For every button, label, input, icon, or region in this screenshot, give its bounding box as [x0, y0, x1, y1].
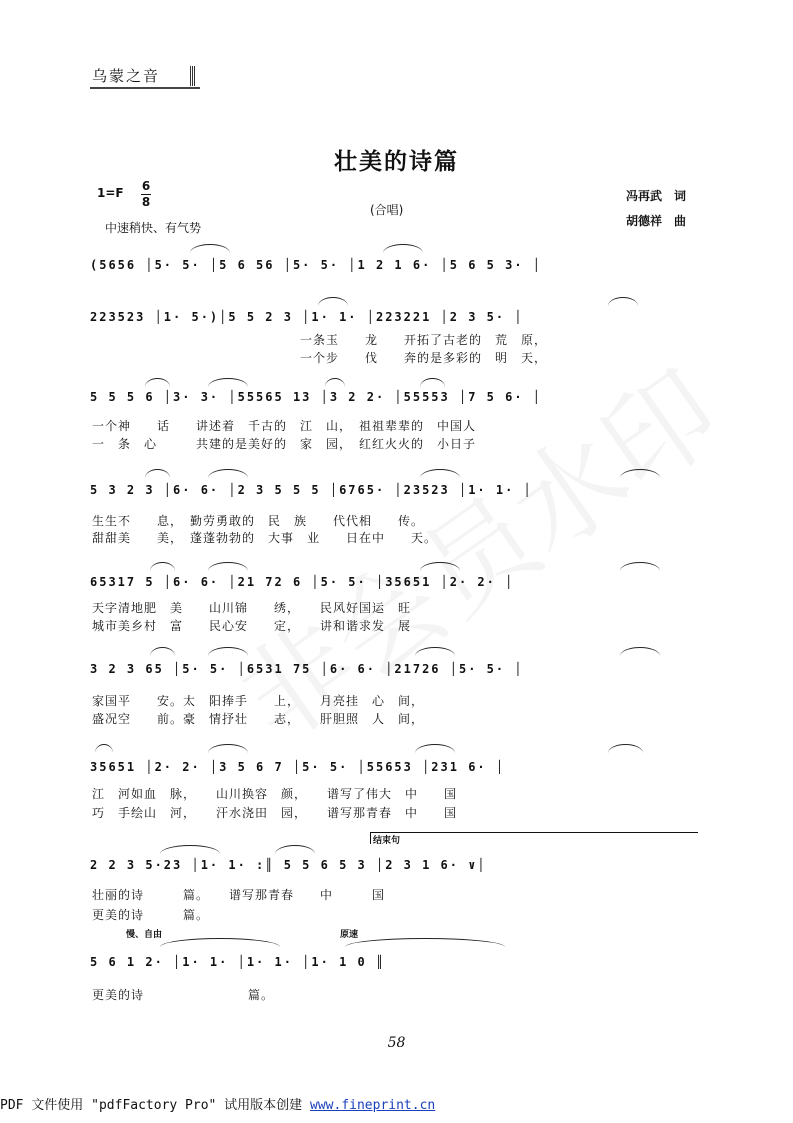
lyric-8b: 更美的诗 篇。 [92, 908, 210, 922]
page-number: 58 [387, 1035, 406, 1051]
performance-type: (合唱) [370, 203, 404, 217]
music-line-6: 3 2 3 65 │5· 5· │6531 75 │6· 6· │21726 │5· 5· │ [90, 662, 524, 676]
music-line-2: 223523 │1· 5·)│5 5 2 3 │1· 1· │223221 │2 3 5· │ [90, 310, 524, 324]
music-line-9: 5 6 1 2· │1· 1· │1· 1· │1· 1 0 ║ [90, 955, 386, 969]
lyric-4b: 甜甜美 美， 蓬蓬勃勃的 大事 业 日在中 天。 [92, 531, 438, 545]
lyric-2b: 一个步 伐 奔的是多彩的 明 天， [300, 351, 548, 365]
lyric-6a: 家国平 安。太 阳捧手 上， 月亮挂 心 间， [92, 694, 425, 708]
lyric-4a: 生生不 息， 勤劳勇敢的 民 族 代代相 传。 [92, 514, 425, 528]
ending-label: 结束句 [373, 836, 401, 846]
tempo-marking: 中速稍快、有气势 [105, 221, 202, 235]
series-header: 乌蒙之音 [92, 67, 161, 85]
lyric-7b: 巧 手绘山 河， 汗水浇田 园， 谱写那青春 中 国 [92, 806, 458, 820]
header-rule [90, 87, 200, 89]
music-line-5: 65317 5 │6· 6· │21 72 6 │5· 5· │35651 │2· 2· │ [90, 575, 515, 589]
lyricist-credit: 冯再武 词 [626, 189, 687, 203]
lyric-8a: 壮丽的诗 篇。 谱写那青春 中 国 [92, 888, 386, 902]
music-line-8: 2 2 3 5·23 │1· 1· :║ 5 5 6 5 3 │2 3 1 6· ∨│ [90, 858, 487, 872]
time-signature [141, 180, 151, 209]
key-signature: 1=F [97, 186, 124, 200]
lyric-5b: 城市美乡村 富 民心安 定， 讲和谐求发 展 [92, 619, 412, 633]
music-line-4: 5 3 2 3 │6· 6· │2 3 5 5 5 │6765· │23523 │1· 1· │ [90, 483, 533, 497]
ending-bracket [370, 832, 698, 833]
lyric-3a: 一个神 话 讲述着 千古的 江 山， 祖祖辈辈的 中国人 [92, 419, 477, 433]
original-tempo-label: 原速 [340, 930, 359, 940]
song-title: 壮美的诗篇 [334, 148, 459, 175]
lyric-3b: 一 条 心 共建的是美好的 家 园， 红红火火的 小日子 [92, 437, 477, 451]
slow-tempo-label: 慢、自由 [126, 930, 163, 940]
music-line-7: 35651 │2· 2· │3 5 6 7 │5· 5· │55653 │231 6· │ [90, 760, 506, 774]
header-ornament [190, 66, 196, 86]
music-line-3: 5 5 5 6 │3· 3· │55565 13 │3 2 2· │55553 │7 5 6· │ [90, 390, 543, 404]
time-bottom: 8 [141, 195, 151, 209]
pdf-footer [0, 1094, 435, 1113]
lyric-7a: 江 河如血 脉， 山川换容 颜， 谱写了伟大 中 国 [92, 787, 458, 801]
lyric-2a: 一条玉 龙 开拓了古老的 荒 原， [300, 333, 548, 347]
lyric-9: 更美的诗 篇。 [92, 988, 275, 1002]
lyric-6b: 盛况空 前。豪 情抒壮 志， 肝胆照 人 间， [92, 712, 425, 726]
music-line-1: (5656 │5· 5· │5 6 56 │5· 5· │1 2 1 6· │5 6 5 3· │ [90, 258, 543, 272]
composer-credit: 胡德祥 曲 [626, 214, 687, 228]
footer-text: PDF 文件使用 "pdfFactory Pro" 试用版本创建 [0, 1098, 311, 1113]
footer-link[interactable]: www.fineprint.cn [310, 1098, 436, 1113]
lyric-5a: 天字清地肥 美 山川锦 绣， 民风好国运 旺 [92, 601, 412, 615]
time-top: 6 [141, 179, 151, 193]
